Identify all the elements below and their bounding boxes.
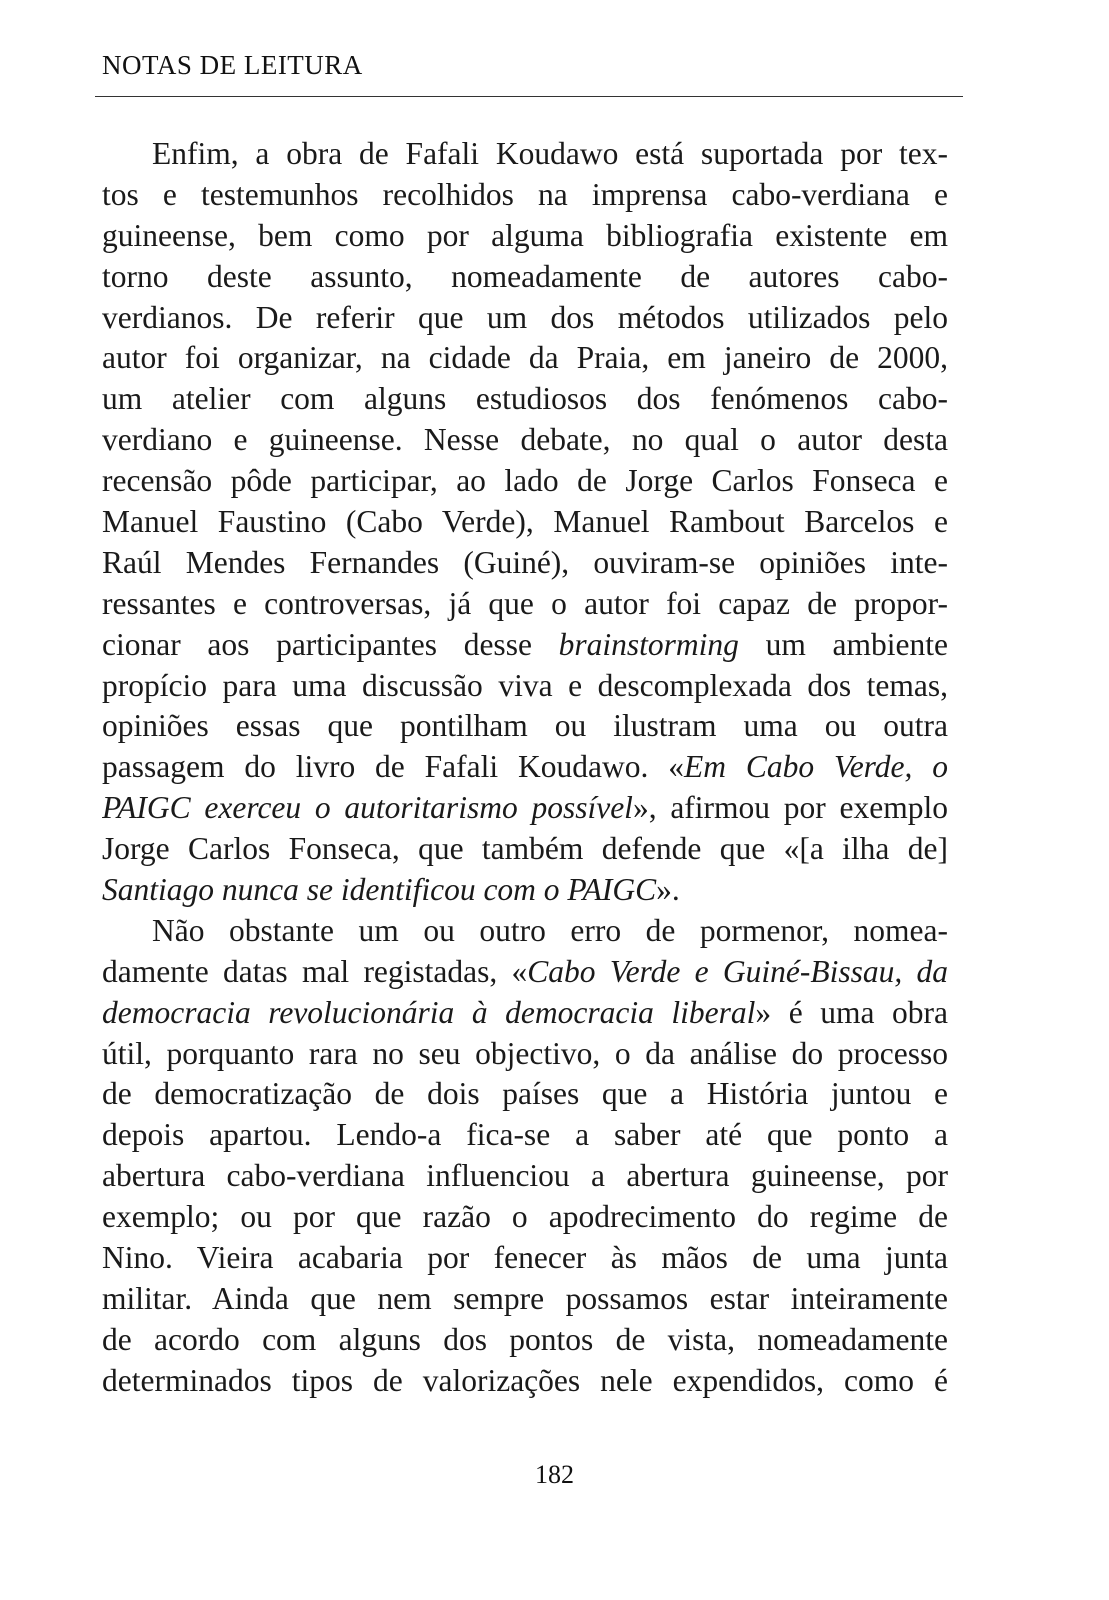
text-run: ».	[656, 872, 680, 908]
text-line: depois apartou. Lendo-a fica-se a saber até que ponto a	[102, 1117, 948, 1153]
text-run: cionar aos participantes desse	[102, 626, 559, 662]
text-line: ressantes e controversas, já que o autor foi capaz de propor-	[102, 585, 948, 621]
text-line	[102, 952, 948, 993]
text-run: damente datas mal registadas, «	[102, 953, 528, 989]
text-line: Enfim, a obra de Fafali Koudawo está suportada por tex-	[152, 136, 948, 171]
text-line	[102, 788, 948, 829]
text-line: autor foi organizar, na cidade da Praia, em janeiro de 2000,	[102, 340, 948, 376]
body-text	[102, 134, 948, 1402]
text-run: » é uma obra	[755, 994, 948, 1030]
text-run: um ambiente	[738, 626, 948, 662]
text-line	[102, 747, 948, 788]
text-line: verdianos. De referir que um dos métodos utilizados pelo	[102, 299, 948, 335]
text-line: recensão pôde participar, ao lado de Jorge Carlos Fonseca e	[102, 463, 948, 499]
text-line: abertura cabo-verdiana influenciou a abertura guineense, por	[102, 1158, 948, 1194]
text-line: torno deste assunto, nomeadamente de autores cabo-	[102, 258, 948, 294]
text-line: Manuel Faustino (Cabo Verde), Manuel Rambout Barcelos e	[102, 504, 948, 540]
page-number: 182	[535, 1460, 574, 1489]
text-line: de acordo com alguns dos pontos de vista, nomeadamente	[102, 1321, 948, 1357]
text-line: Raúl Mendes Fernandes (Guiné), ouviram-se opiniões inte-	[102, 544, 948, 580]
italic-quote: Em Cabo Verde, o	[683, 749, 948, 785]
text-line: determinados tipos de valorizações nele expendidos, como é	[102, 1362, 948, 1398]
italic-term: brainstorming	[558, 626, 739, 662]
text-line: tos e testemunhos recolhidos na imprensa cabo-verdiana e	[102, 176, 948, 212]
italic-title: Cabo Verde e Guiné-Bissau, da	[527, 953, 948, 989]
text-line	[102, 870, 948, 911]
text-line: Nino. Vieira acabaria por fenecer às mãos de uma junta	[102, 1240, 948, 1276]
text-line: Jorge Carlos Fonseca, que também defende que «[a ilha de]	[102, 831, 948, 867]
text-line: um atelier com alguns estudiosos dos fenómenos cabo-	[102, 381, 948, 417]
text-line: propício para uma discussão viva e descomplexada dos temas,	[102, 667, 948, 703]
italic-quote: Santiago nunca se identificou com o PAIGC	[102, 872, 657, 908]
text-line: guineense, bem como por alguma bibliografia existente em	[102, 217, 948, 253]
text-line	[102, 625, 948, 666]
header-rule	[95, 96, 963, 97]
text-line: útil, porquanto rara no seu objectivo, o da análise do processo	[102, 1035, 948, 1071]
text-line: de democratização de dois países que a História juntou e	[102, 1076, 948, 1112]
running-head: NOTAS DE LEITURA	[102, 50, 363, 80]
italic-title: democracia revolucionária à democracia liberal	[102, 994, 756, 1030]
text-line: opiniões essas que pontilham ou ilustram uma ou outra	[102, 708, 948, 744]
text-line	[102, 993, 948, 1034]
text-line: Não obstante um ou outro erro de pormenor, nomea-	[152, 912, 948, 948]
text-line: militar. Ainda que nem sempre possamos estar inteiramente	[102, 1280, 948, 1316]
text-line: verdiano e guineense. Nesse debate, no qual o autor desta	[102, 422, 948, 458]
text-line: exemplo; ou por que razão o apodrecimento do regime de	[102, 1199, 948, 1235]
italic-quote: PAIGC exerceu o autoritarismo possível	[102, 790, 633, 826]
text-run: passagem do livro de Fafali Koudawo. «	[102, 749, 684, 785]
text-run: », afirmou por exemplo	[632, 790, 948, 826]
